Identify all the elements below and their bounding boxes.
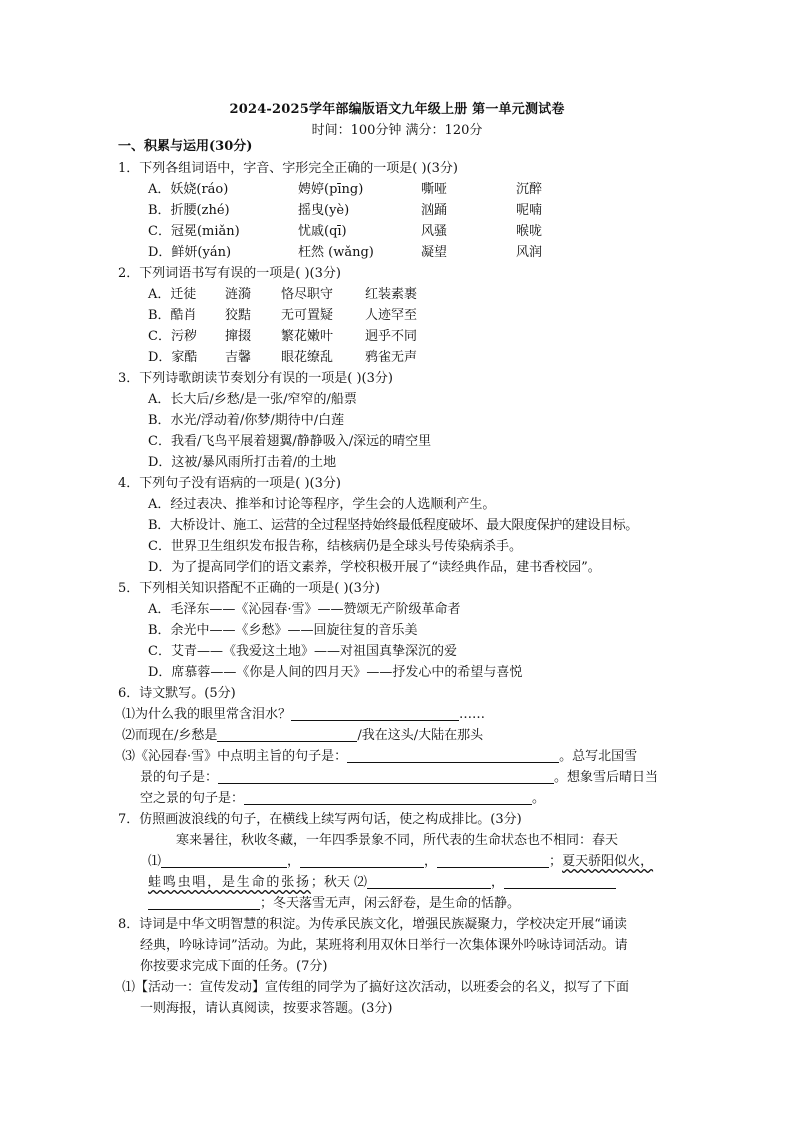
answer-blank[interactable] (217, 727, 357, 742)
q4-option-b: B．大桥设计、施工、运营的全过程坚持始终最低程度破坏、最大限度保护的建设目标。 (148, 518, 638, 533)
q7-paragraph-line4 (148, 895, 520, 913)
answer-blank[interactable] (367, 874, 491, 889)
q1-word: 凝望 (421, 245, 448, 260)
q8-task1-line2: 一则海报，请认真阅读，按要求答题。(3分) (140, 1001, 393, 1016)
q6-item-2-tail: /我在这头/大陆在那头 (357, 728, 484, 743)
q8-line2: 经典，吟咏诗词”活动。为此，某班将利用双休日举行一次集体课外吟咏诗词活动。请 (140, 938, 628, 953)
q6-item-1 (122, 706, 485, 724)
answer-blank[interactable] (291, 706, 459, 721)
q2-word: 吉馨 (225, 350, 252, 365)
q1-word: 娉婷(pīng) (298, 182, 364, 197)
q2-option: B．酷肖 (148, 308, 197, 323)
q2-word: 红装素裹 (365, 287, 418, 302)
q1-word: 风润 (516, 245, 543, 260)
q3-option-b: B．水光/浮动着/你梦/期待中/白莲 (148, 413, 345, 428)
q4-stem: 4．下列句子没有语病的一项是( )(3分) (118, 476, 341, 491)
q1-word: 摇曳(yè) (298, 203, 350, 218)
q5-option-d: D．席慕蓉——《你是人间的四月天》——抒发心中的希望与喜悦 (148, 665, 523, 680)
q6-item-3-text: 。 (532, 791, 546, 806)
q6-stem: 6．诗文默写。(5分) (118, 686, 236, 701)
answer-blank[interactable] (504, 874, 616, 889)
q2-word: 迥乎不同 (365, 329, 418, 344)
q3-option-a: A．长大后/乡愁/是一张/窄窄的/船票 (148, 392, 357, 407)
q5-option-c: C．艾青——《我爱这土地》——对祖国真挚深沉的爱 (148, 644, 457, 659)
q5-option-b: B．余光中——《乡愁》——回旋往复的音乐美 (148, 623, 418, 638)
q6-item-3-text: ⑶《沁园春·雪》中点明主旨的句子是： (122, 749, 348, 764)
q2-word: 恪尽职守 (281, 287, 334, 302)
q7-autumn-text: ；秋天 ⑵ (310, 875, 367, 890)
q2-word: 撺掇 (225, 329, 252, 344)
q6-item-3-text: 空之景的句子是： (140, 791, 245, 806)
q8-line3: 你按要求完成下面的任务。(7分) (140, 959, 328, 974)
q6-item-3-text: 。总写北国雪 (559, 749, 638, 764)
q2-word: 人迹罕至 (365, 308, 418, 323)
q8-line1: 8．诗词是中华文明智慧的积淀。为传承民族文化，增强民族凝聚力，学校决定开展“诵读 (118, 917, 627, 932)
q7-paragraph-line2 (148, 853, 653, 871)
q5-option-a: A．毛泽东——《沁园春·雪》——赞颂无产阶级革命者 (148, 602, 461, 617)
q6-item-3-line1 (122, 748, 637, 766)
q7-winter-text: ；冬天落雪无声，闲云舒卷，是生命的恬静。 (260, 896, 521, 911)
punctuation: ； (549, 854, 563, 869)
q2-word: 鸦雀无声 (365, 350, 418, 365)
answer-blank[interactable] (218, 769, 554, 784)
q2-option: D．家酷 (148, 350, 198, 365)
q4-option-c: C．世界卫生组织发布报告称，结核病仍是全球头号传染病杀手。 (148, 539, 522, 554)
q1-word: 沉醉 (516, 182, 543, 197)
q6-item-2-text: ⑵而现在/乡愁是 (122, 728, 218, 743)
q1-word: 汹踊 (421, 203, 448, 218)
q2-word: 繁花嫩叶 (281, 329, 334, 344)
q1-word: 忧戚(qī) (298, 224, 347, 239)
q6-item-1-tail: …… (459, 707, 486, 722)
q3-stem: 3．下列诗歌朗读节奏划分有误的一项是( )(3分) (118, 371, 393, 386)
q2-word: 涟漪 (225, 287, 252, 302)
q6-item-3-line2 (140, 769, 658, 787)
q6-item-3-text: 景的句子是： (140, 770, 219, 785)
wavy-underlined-sentence: 夏天骄阳似火， (562, 854, 654, 869)
q6-item-3-text: 。想象雪后晴日当 (554, 770, 659, 785)
q7-paragraph-line1: 寒来暑往，秋收冬藏，一年四季景象不同，所代表的生命状态也不相同：春天 (176, 833, 619, 848)
q1-word: 风骚 (421, 224, 448, 239)
q6-item-1-text: ⑴为什么我的眼里常含泪水？ (122, 707, 292, 722)
q7-item-1-label: ⑴ (148, 854, 162, 869)
q4-option-d: D．为了提高同学们的语文素养，学校积极开展了“读经典作品，建书香校园”。 (148, 560, 601, 575)
q1-option: A．妖娆(ráo) (148, 182, 229, 197)
wavy-underlined-sentence: 蛙鸣虫唱，是生命的张扬 (148, 875, 311, 890)
q6-item-2 (122, 727, 483, 745)
q7-stem: 7．仿照画波浪线的句子，在横线上续写两句话，使之构成排比。(3分) (118, 812, 522, 827)
punctuation: ， (424, 854, 438, 869)
q2-option: C．污秽 (148, 329, 197, 344)
section-heading: 一、积累与运用(30分) (118, 139, 253, 154)
exam-title: 2024-2025学年部编版语文九年级上册 第一单元测试卷 (229, 102, 565, 117)
q3-option-c: C．我看/飞鸟平展着翅翼/静静吸入/深远的晴空里 (148, 434, 432, 449)
q5-stem: 5．下列相关知识搭配不正确的一项是( )(3分) (118, 581, 380, 596)
q8-task1-line1: ⑴【活动一：宣传发动】宣传组的同学为了搞好这次活动，以班委会的名义，拟写了下面 (122, 980, 630, 995)
answer-blank[interactable] (300, 853, 424, 868)
q2-word: 狡黠 (225, 308, 252, 323)
q6-item-3-line3 (140, 790, 545, 808)
punctuation: ， (490, 875, 504, 890)
q7-paragraph-line3 (148, 874, 616, 892)
q1-option: D．鲜妍(yán) (148, 245, 232, 260)
q2-option: A．迁徒 (148, 287, 197, 302)
q2-word: 眼花缭乱 (281, 350, 334, 365)
q1-option: B．折腰(zhé) (148, 203, 230, 218)
q1-option: C．冠冕(miǎn) (148, 224, 240, 239)
q1-word: 枉然 (wǎng) (298, 245, 374, 260)
q2-stem: 2．下列词语书写有误的一项是( )(3分) (118, 266, 341, 281)
answer-blank[interactable] (437, 853, 549, 868)
q1-word: 喉咙 (516, 224, 543, 239)
exam-meta: 时间：100分钟 满分：120分 (311, 123, 483, 138)
answer-blank[interactable] (148, 895, 260, 910)
q1-word: 嘶哑 (421, 182, 448, 197)
q3-option-d: D．这被/暴风雨所打击着/的土地 (148, 455, 337, 470)
q1-stem: 1．下列各组词语中，字音、字形完全正确的一项是( )(3分) (118, 161, 458, 176)
punctuation: ， (287, 854, 301, 869)
answer-blank[interactable] (244, 790, 532, 805)
q4-option-a: A．经过表决、推举和讨论等程序，学生会的人选顺利产生。 (148, 497, 496, 512)
q2-word: 无可置疑 (281, 308, 334, 323)
q1-word: 呢喃 (516, 203, 543, 218)
answer-blank[interactable] (347, 748, 559, 763)
answer-blank[interactable] (161, 853, 287, 868)
